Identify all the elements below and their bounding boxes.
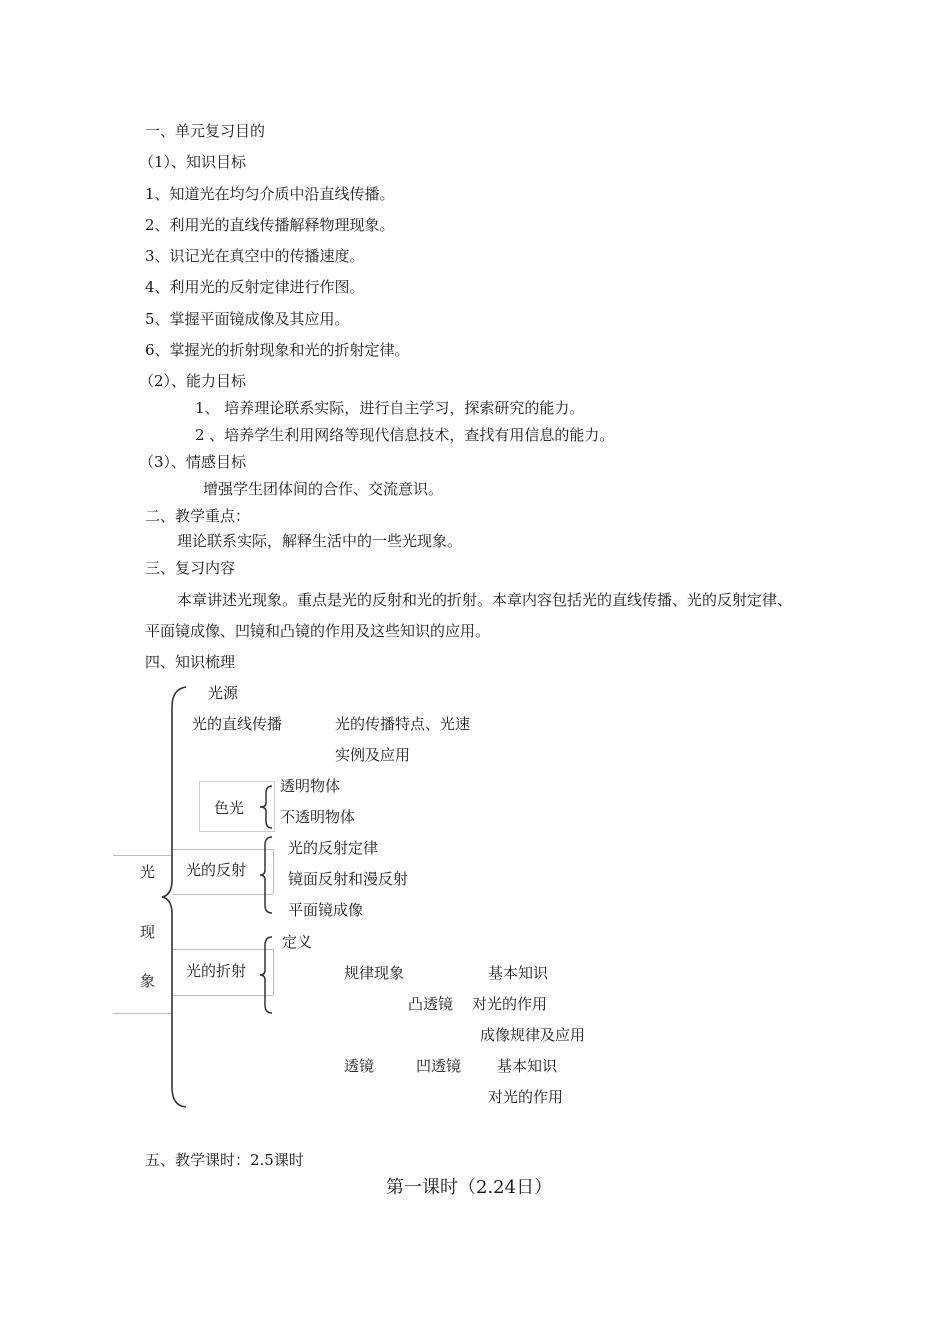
- root-char: 光: [140, 863, 156, 881]
- node-basic-knowledge: 基本知识: [488, 964, 549, 982]
- node-plane-mirror: 平面镜成像: [288, 901, 364, 919]
- review-paragraph-line1: 本章讲述光现象。重点是光的反射和光的折射。本章内容包括光的直线传播、光的反射定律、: [177, 591, 793, 609]
- knowledge-item: 3、识记光在真空中的传播速度。: [145, 247, 365, 265]
- periods-heading: 五、教学课时：2.5课时: [145, 1151, 304, 1169]
- node-refraction: 光的折射: [186, 962, 247, 980]
- knowledge-item: 2、利用光的直线传播解释物理现象。: [145, 216, 395, 234]
- node-propagation-speed: 光的传播特点、光速: [335, 715, 471, 733]
- review-heading: 三、复习内容: [145, 559, 236, 577]
- node-convex-effect: 对光的作用: [472, 995, 548, 1013]
- root-char: 象: [140, 972, 156, 990]
- knowledge-item: 6、掌握光的折射现象和光的折射定律。: [145, 341, 410, 359]
- ability-item: 1、 培养理论联系实际，进行自主学习，探索研究的能力。: [195, 399, 585, 417]
- knowledge-goals-title: （1）、知识目标: [139, 153, 247, 171]
- node-definition: 定义: [282, 933, 313, 951]
- node-lens: 透镜: [344, 1057, 375, 1075]
- knowledge-item: 4、利用光的反射定律进行作图。: [145, 278, 365, 296]
- ability-goals-title: （2）、能力目标: [139, 372, 247, 390]
- node-imaging-rules: 成像规律及应用: [480, 1026, 586, 1044]
- root-char: 现: [140, 923, 156, 941]
- node-convex-lens: 凸透镜: [408, 995, 454, 1013]
- node-basic-knowledge: 基本知识: [497, 1057, 558, 1075]
- reflection-brace: [258, 836, 274, 914]
- node-reflection: 光的反射: [186, 861, 247, 879]
- node-reflection-law: 光的反射定律: [288, 839, 379, 857]
- node-specular-diffuse: 镜面反射和漫反射: [288, 870, 409, 888]
- node-concave-effect: 对光的作用: [488, 1088, 564, 1106]
- knowledge-item: 1、知道光在均匀介质中沿直线传播。: [145, 185, 395, 203]
- knowledge-item: 5、掌握平面镜成像及其应用。: [145, 310, 350, 328]
- color-brace: [258, 785, 274, 829]
- ability-item: 2 、培养学生利用网络等现代信息技术，查找有用信息的能力。: [195, 426, 615, 444]
- refraction-brace: [258, 936, 274, 1014]
- node-color-light: 色光: [214, 799, 245, 817]
- outline-heading: 四、知识梳理: [145, 653, 236, 671]
- key-points-text: 理论联系实际，解释生活中的一些光现象。: [177, 532, 463, 550]
- node-law-phenomena: 规律现象: [344, 964, 405, 982]
- node-opaque: 不透明物体: [280, 808, 356, 826]
- lesson-title: 第一课时（2.24日）: [386, 1177, 553, 1198]
- objectives-heading: 一、单元复习目的: [145, 122, 266, 140]
- node-concave-lens: 凹透镜: [416, 1057, 462, 1075]
- node-transparent: 透明物体: [280, 777, 341, 795]
- root-brace: [160, 685, 190, 1110]
- key-points-heading: 二、教学重点：: [145, 507, 251, 525]
- emotion-goals-title: （3）、情感目标: [139, 453, 247, 471]
- node-straight-propagation: 光的直线传播: [192, 715, 283, 733]
- emotion-goals-text: 增强学生团体间的合作、交流意识。: [203, 480, 444, 498]
- node-light-source: 光源: [208, 684, 239, 702]
- review-paragraph-line2: 平面镜成像、凹镜和凸镜的作用及这些知识的应用。: [145, 622, 491, 640]
- node-examples: 实例及应用: [335, 746, 411, 764]
